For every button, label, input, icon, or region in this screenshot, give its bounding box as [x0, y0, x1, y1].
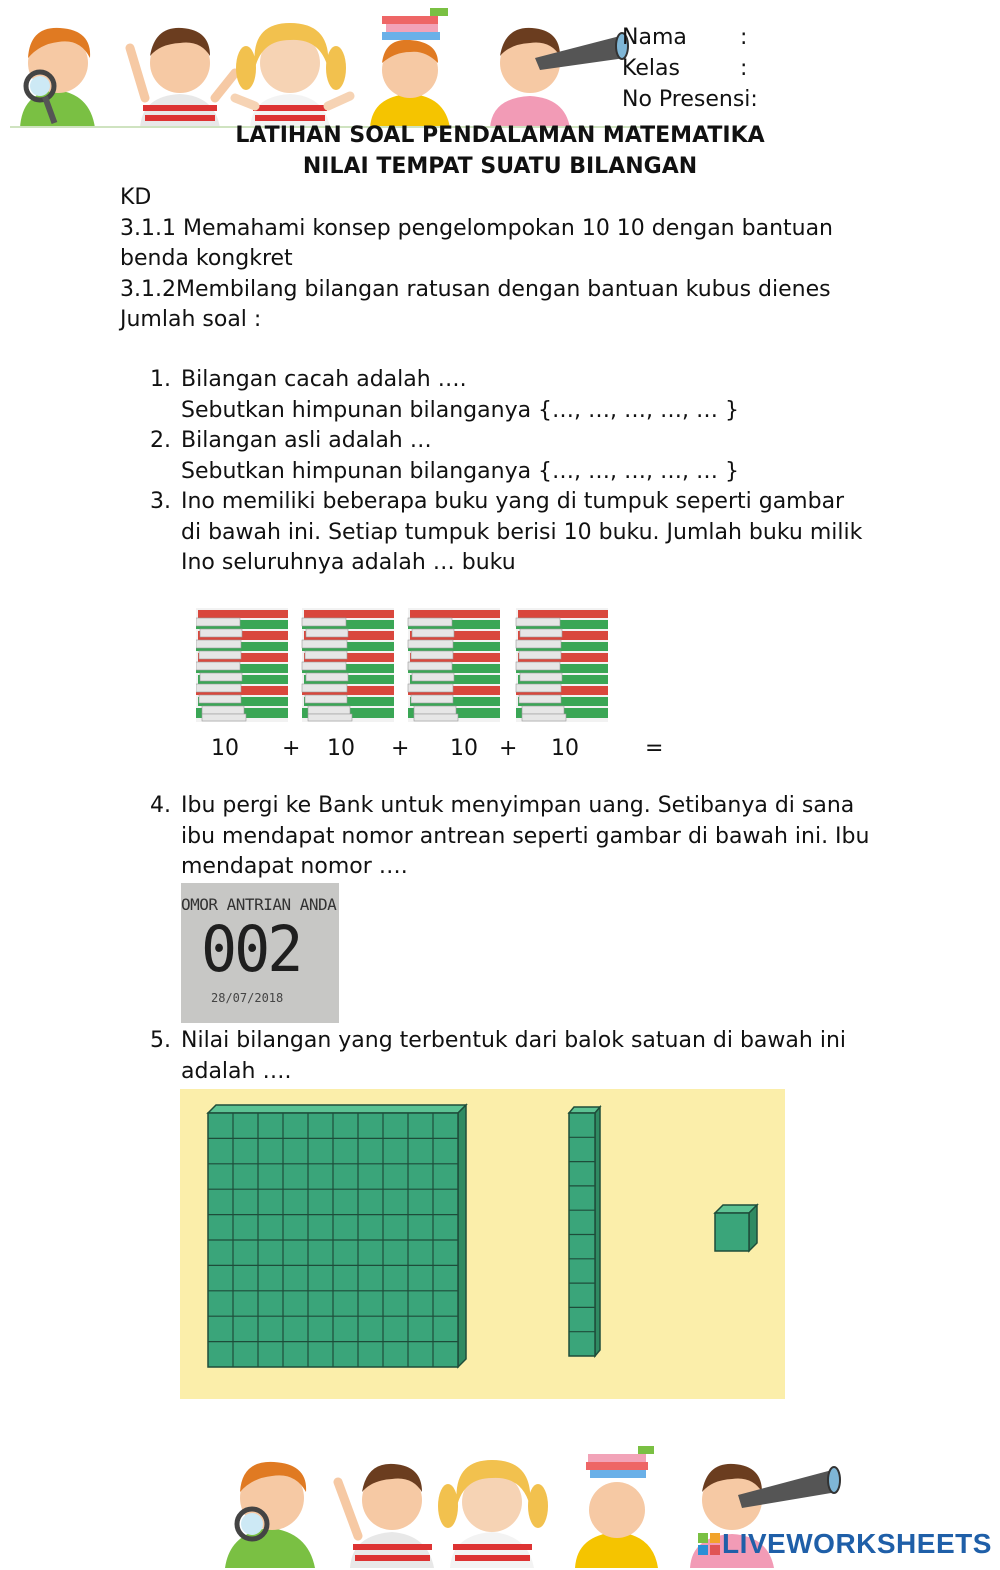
book-stack-4 — [516, 608, 608, 722]
base-ten-blocks — [180, 1089, 785, 1399]
question-number: 1. — [150, 367, 171, 392]
kd-heading: KD — [120, 185, 152, 210]
question-subtext: Sebutkan himpunan bilanganya {…, …, …, …, … } — [181, 458, 739, 484]
question-4 — [150, 791, 870, 883]
field-label: No Presensi: — [622, 87, 758, 112]
kid-waving — [338, 1464, 434, 1568]
kid-girl — [235, 23, 350, 128]
plus-sign: + — [499, 736, 518, 761]
kd-item-1: 3.1.1 Memahami konsep pengelompokan 10 10 dengan bantuan benda kongkret — [120, 215, 834, 271]
question-text: Ibu pergi ke Bank untuk menyimpan uang. Setibanya di sana ibu mendapat nomor antrean seperti gambar di bawah ini. Ibu mendapat nomor …. — [181, 793, 870, 879]
question-3 — [150, 487, 870, 579]
kid-books-head — [575, 1446, 658, 1568]
kids-illustration-top — [10, 8, 640, 128]
addend-1: 10 — [211, 736, 239, 761]
ticket-number: 002 — [201, 913, 301, 987]
ticket-label: OMOR ANTRIAN ANDA — [181, 895, 337, 914]
book-stack-2 — [302, 608, 394, 722]
field-separator: : — [740, 25, 748, 50]
addend-3: 10 — [450, 736, 478, 761]
question-list-5 — [150, 1026, 870, 1087]
plus-sign: + — [391, 736, 410, 761]
kid-magnifier — [225, 1462, 315, 1568]
title-line-2: NILAI TEMPAT SUATU BILANGAN — [302, 154, 698, 179]
field-no-presensi[interactable] — [622, 84, 758, 115]
addition-sentence — [0, 736, 1000, 766]
book-stacks-image — [196, 606, 616, 724]
kd-section — [120, 183, 880, 336]
question-number: 2. — [150, 428, 171, 453]
liveworksheets-logo-icon — [698, 1533, 720, 1555]
kid-waving — [130, 28, 235, 128]
kid-girl — [438, 1460, 548, 1568]
question-count: Jumlah soal : — [120, 307, 262, 332]
equals-answer-blank[interactable]: = — [645, 736, 664, 761]
question-1 — [150, 365, 870, 426]
kid-books-head — [370, 8, 450, 128]
ten-rod — [569, 1107, 600, 1356]
question-text: Ino memiliki beberapa buku yang di tumpuk seperti gambar di bawah ini. Setiap tumpuk berisi 10 buku. Jumlah buku milik Ino seluruhnya adalah … buku — [181, 489, 863, 575]
question-2 — [150, 426, 870, 487]
question-text: Bilangan asli adalah … — [181, 428, 432, 453]
title-line-1: LATIHAN SOAL PENDALAMAN MATEMATIKA — [235, 123, 765, 148]
question-text: Bilangan cacah adalah …. — [181, 367, 467, 392]
question-list-1-3 — [150, 365, 870, 579]
liveworksheets-logo[interactable] — [698, 1528, 992, 1560]
hundred-flat — [208, 1105, 466, 1367]
question-5 — [150, 1026, 870, 1087]
kid-telescope — [490, 28, 628, 128]
field-separator: : — [740, 56, 748, 81]
plus-sign: + — [282, 736, 301, 761]
question-subtext: Sebutkan himpunan bilanganya {…, …, …, …, … } — [181, 397, 739, 423]
field-label: Kelas — [622, 56, 680, 81]
worksheet-title — [0, 120, 1000, 182]
field-kelas[interactable] — [622, 53, 758, 84]
addend-2: 10 — [327, 736, 355, 761]
question-list-4 — [150, 791, 870, 883]
student-info-fields — [622, 22, 758, 115]
book-stack-3 — [408, 608, 500, 722]
unit-cube — [715, 1205, 757, 1251]
logo-text: LIVEWORKSHEETS — [722, 1528, 992, 1559]
book-stack-1 — [196, 608, 288, 722]
field-label: Nama — [622, 25, 687, 50]
base-ten-blocks-image — [180, 1089, 785, 1399]
field-nama[interactable] — [622, 22, 758, 53]
ticket-date: 28/07/2018 — [211, 991, 284, 1005]
question-number: 4. — [150, 793, 171, 818]
question-number: 3. — [150, 489, 171, 514]
addend-4: 10 — [551, 736, 579, 761]
kid-magnifier — [20, 28, 95, 128]
question-number: 5. — [150, 1028, 171, 1053]
question-text: Nilai bilangan yang terbentuk dari balok satuan di bawah ini adalah …. — [181, 1028, 846, 1084]
kd-item-2: 3.1.2Membilang bilangan ratusan dengan bantuan kubus dienes — [120, 276, 831, 302]
queue-ticket-image — [181, 883, 339, 1023]
